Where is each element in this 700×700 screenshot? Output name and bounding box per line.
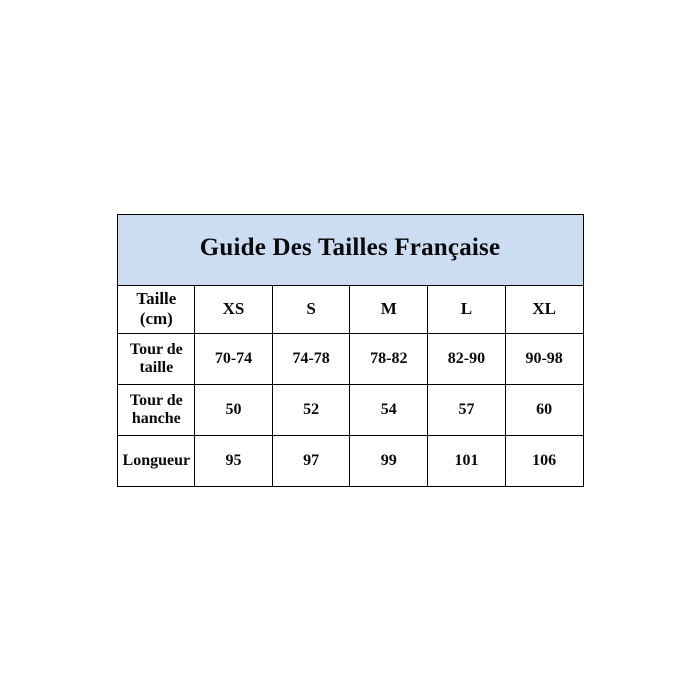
- header-cell-m: M: [350, 285, 428, 333]
- cell-waist-s: 74-78: [272, 333, 350, 384]
- cell-length-m: 99: [350, 435, 428, 486]
- header-cell-xl: XL: [505, 285, 583, 333]
- header-cell-measure: Taille (cm): [117, 285, 195, 333]
- row-label-waist: Tour de taille: [117, 333, 195, 384]
- table-row: [117, 384, 583, 435]
- table-row: [117, 435, 583, 486]
- header-cell-xs: XS: [195, 285, 273, 333]
- cell-length-xs: 95: [195, 435, 273, 486]
- size-guide-table: [117, 214, 584, 487]
- cell-length-s: 97: [272, 435, 350, 486]
- cell-hip-s: 52: [272, 384, 350, 435]
- table-row: [117, 333, 583, 384]
- cell-waist-m: 78-82: [350, 333, 428, 384]
- cell-waist-xl: 90-98: [505, 333, 583, 384]
- cell-length-l: 101: [428, 435, 506, 486]
- header-cell-l: L: [428, 285, 506, 333]
- cell-hip-xs: 50: [195, 384, 273, 435]
- cell-waist-l: 82-90: [428, 333, 506, 384]
- cell-hip-l: 57: [428, 384, 506, 435]
- cell-hip-m: 54: [350, 384, 428, 435]
- cell-waist-xs: 70-74: [195, 333, 273, 384]
- row-label-length: Longueur: [117, 435, 195, 486]
- cell-hip-xl: 60: [505, 384, 583, 435]
- cell-length-xl: 106: [505, 435, 583, 486]
- row-label-hip: Tour de hanche: [117, 384, 195, 435]
- header-cell-s: S: [272, 285, 350, 333]
- table-header-row: [117, 285, 583, 333]
- title-row: [117, 214, 583, 285]
- table-title: Guide Des Tailles Française: [117, 214, 583, 285]
